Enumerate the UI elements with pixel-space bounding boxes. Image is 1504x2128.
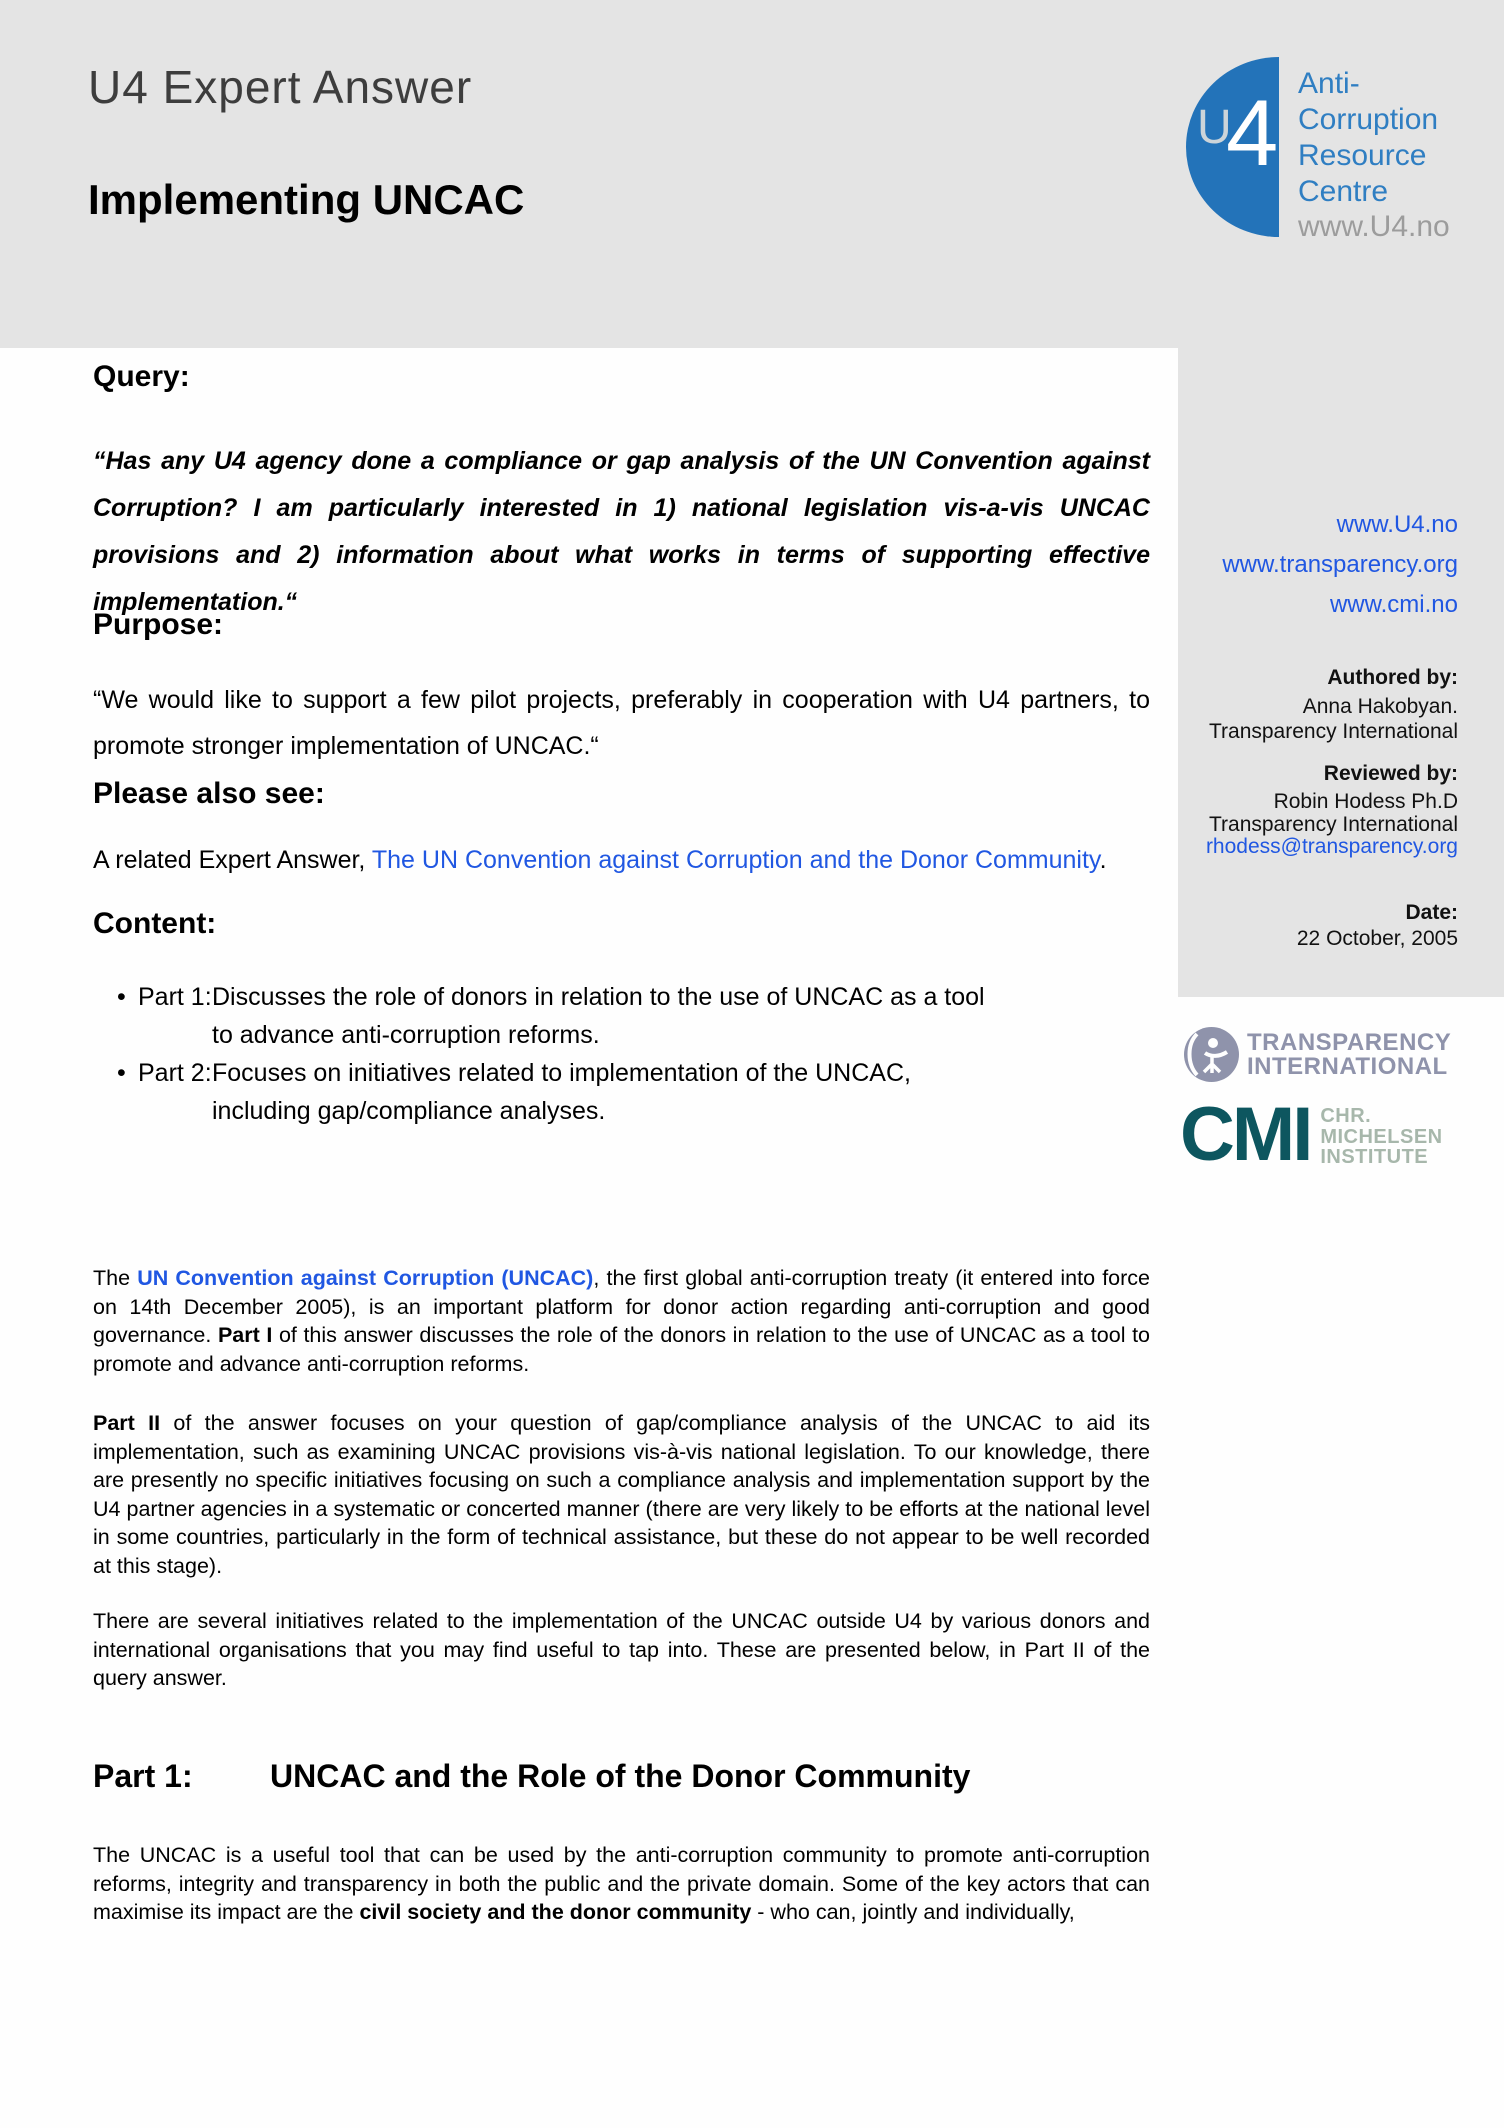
body-paragraph-4 (93, 1841, 1150, 1927)
brand-text: U4 Expert Answer (88, 61, 473, 113)
date-label: Date: (1405, 901, 1458, 924)
bullet-text-line: to advance anti-corruption reforms. (212, 1021, 600, 1049)
body-paragraph-2 (93, 1409, 1150, 1581)
see-also-heading: Please also see: (93, 777, 325, 810)
ti-logo-line2: INTERNATIONAL (1247, 1052, 1448, 1080)
inline-link[interactable]: UN Convention against Corruption (UNCAC) (137, 1266, 594, 1290)
ti-logo-line1: TRANSPARENCY (1247, 1028, 1452, 1056)
text-segment: Part I (217, 1323, 273, 1348)
page-title: Implementing UNCAC (88, 176, 525, 223)
list-item (93, 978, 1150, 1054)
text-segment: Part II (93, 1411, 161, 1435)
ti-logo-text (1247, 1028, 1452, 1080)
purpose-text: “We would like to support a few pilot projects, preferably in cooperation with U4 partners, to promote stronger implementation of UNCAC.“ (93, 686, 1150, 760)
cmi-name-line: INSTITUTE (1320, 1146, 1429, 1168)
u4-logo-line: Centre (1298, 175, 1389, 208)
cmi-logo (1180, 1092, 1443, 1177)
date-value: 22 October, 2005 (1296, 927, 1458, 950)
part1-label: Part 1: (93, 1758, 193, 1794)
body-paragraph-3: There are several initiatives related to the implementation of the UNCAC outside U4 by various donors and international organisations that you may find useful to tap into. These are presented below, in Part II of the query answer. (93, 1609, 1150, 1691)
text-segment: , the first global anti-corruption treaty (it entered into force on 14th December 2005), is an important platform for donor action regarding anti-corruption and good governance. (93, 1266, 1151, 1348)
reviewer-email-link[interactable]: rhodess@transparency.org (1205, 835, 1458, 858)
text-segment: The (93, 1266, 138, 1290)
bullet-text-line: including gap/compliance analyses. (212, 1097, 606, 1125)
bullet-icon: • (117, 983, 126, 1011)
u4-logo-url: www.U4.no (1298, 210, 1450, 243)
u4-logo-line: Resource (1298, 139, 1427, 172)
sidebar-link-u4[interactable]: www.U4.no (1336, 511, 1458, 538)
content-list (93, 978, 1150, 1130)
authored-by-org: Transparency International (1208, 720, 1458, 743)
u4-logo-text (1298, 66, 1438, 210)
bullet-text-line: Discusses the role of donors in relation to the use of UNCAC as a tool (212, 983, 985, 1011)
authored-by-name: Anna Hakobyan. (1302, 695, 1458, 718)
sidebar-link-transparency[interactable]: www.transparency.org (1222, 551, 1458, 578)
text-segment: of this answer discusses the role of the donors in relation to the use of UNCAC as a tool to promote and advance anti-corruption reforms. (93, 1323, 1151, 1376)
query-text: “Has any U4 agency done a compliance or gap analysis of the UN Convention against Corruption? I am particularly interested in 1) national legislation vis-a-vis UNCAC provisions and 2) information about what works in terms of supporting effective implementation.“ (93, 447, 1150, 616)
u4-logo-line: Corruption (1298, 103, 1439, 136)
part1-heading (93, 1758, 1150, 1800)
u4-logo-letter-u: U (1197, 101, 1232, 154)
cmi-name-line: CHR. (1320, 1105, 1372, 1127)
transparency-international-logo (1183, 1026, 1451, 1083)
cmi-name (1320, 1106, 1442, 1168)
bullet-label: Part 1: (138, 983, 212, 1011)
bullet-label: Part 2: (138, 1059, 212, 1087)
content-heading: Content: (93, 907, 217, 940)
sidebar-link-cmi[interactable]: www.cmi.no (1329, 591, 1458, 618)
see-also-line (93, 843, 1150, 877)
text-segment: The UNCAC is a useful tool that can be used by the anti-corruption community to promote anti-corruption reforms, integrity and transparency in both the public and the private domain. Some of the key actors that can maximise its impact are the (93, 1843, 1150, 1925)
bullet-text-line: Focuses on initiatives related to implementation of the UNCAC, (212, 1059, 911, 1087)
purpose-heading: Purpose: (93, 608, 224, 641)
list-item (93, 1054, 1150, 1130)
reviewer-org: Transparency International (1208, 813, 1458, 836)
cmi-abbr: CMI (1180, 1092, 1311, 1177)
reviewer-name: Robin Hodess Ph.D (1273, 790, 1458, 813)
cmi-name-line: MICHELSEN (1320, 1125, 1443, 1148)
text-segment: A related Expert Answer, (93, 846, 372, 874)
body-paragraph-1 (93, 1264, 1150, 1378)
part1-title: UNCAC and the Role of the Donor Community (270, 1758, 971, 1794)
text-segment: - who can, jointly and individually, (751, 1900, 1075, 1925)
reviewed-by-label: Reviewed by: (1323, 762, 1458, 785)
text-segment: of the answer focuses on your question of gap/compliance analysis of the UNCAC to aid its implementation, such as examining UNCAC provisions vis-à-vis national legislation. To our knowledge, there are presently no specific initiatives focusing on such a compliance analysis and implementation support by the U4 partner agencies in a systematic or concerted manner (there are very likely to be efforts at the national level in some countries, particularly in the form of technical assistance, but these do not appear to be well recorded at this stage). (93, 1411, 1150, 1578)
sidebar (1178, 348, 1504, 997)
authored-by-label: Authored by: (1327, 666, 1458, 689)
query-heading: Query: (93, 360, 190, 393)
u4-logo-line: Anti- (1298, 67, 1360, 100)
inline-link[interactable]: The UN Convention against Corruption and the Donor Community (371, 846, 1100, 874)
ti-globe-icon (1183, 1026, 1240, 1083)
u4-logo-letter-4: 4 (1226, 80, 1279, 185)
bullet-icon: • (117, 1059, 126, 1087)
text-segment: civil society and the donor community (359, 1900, 752, 1925)
text-segment: . (1099, 846, 1107, 874)
